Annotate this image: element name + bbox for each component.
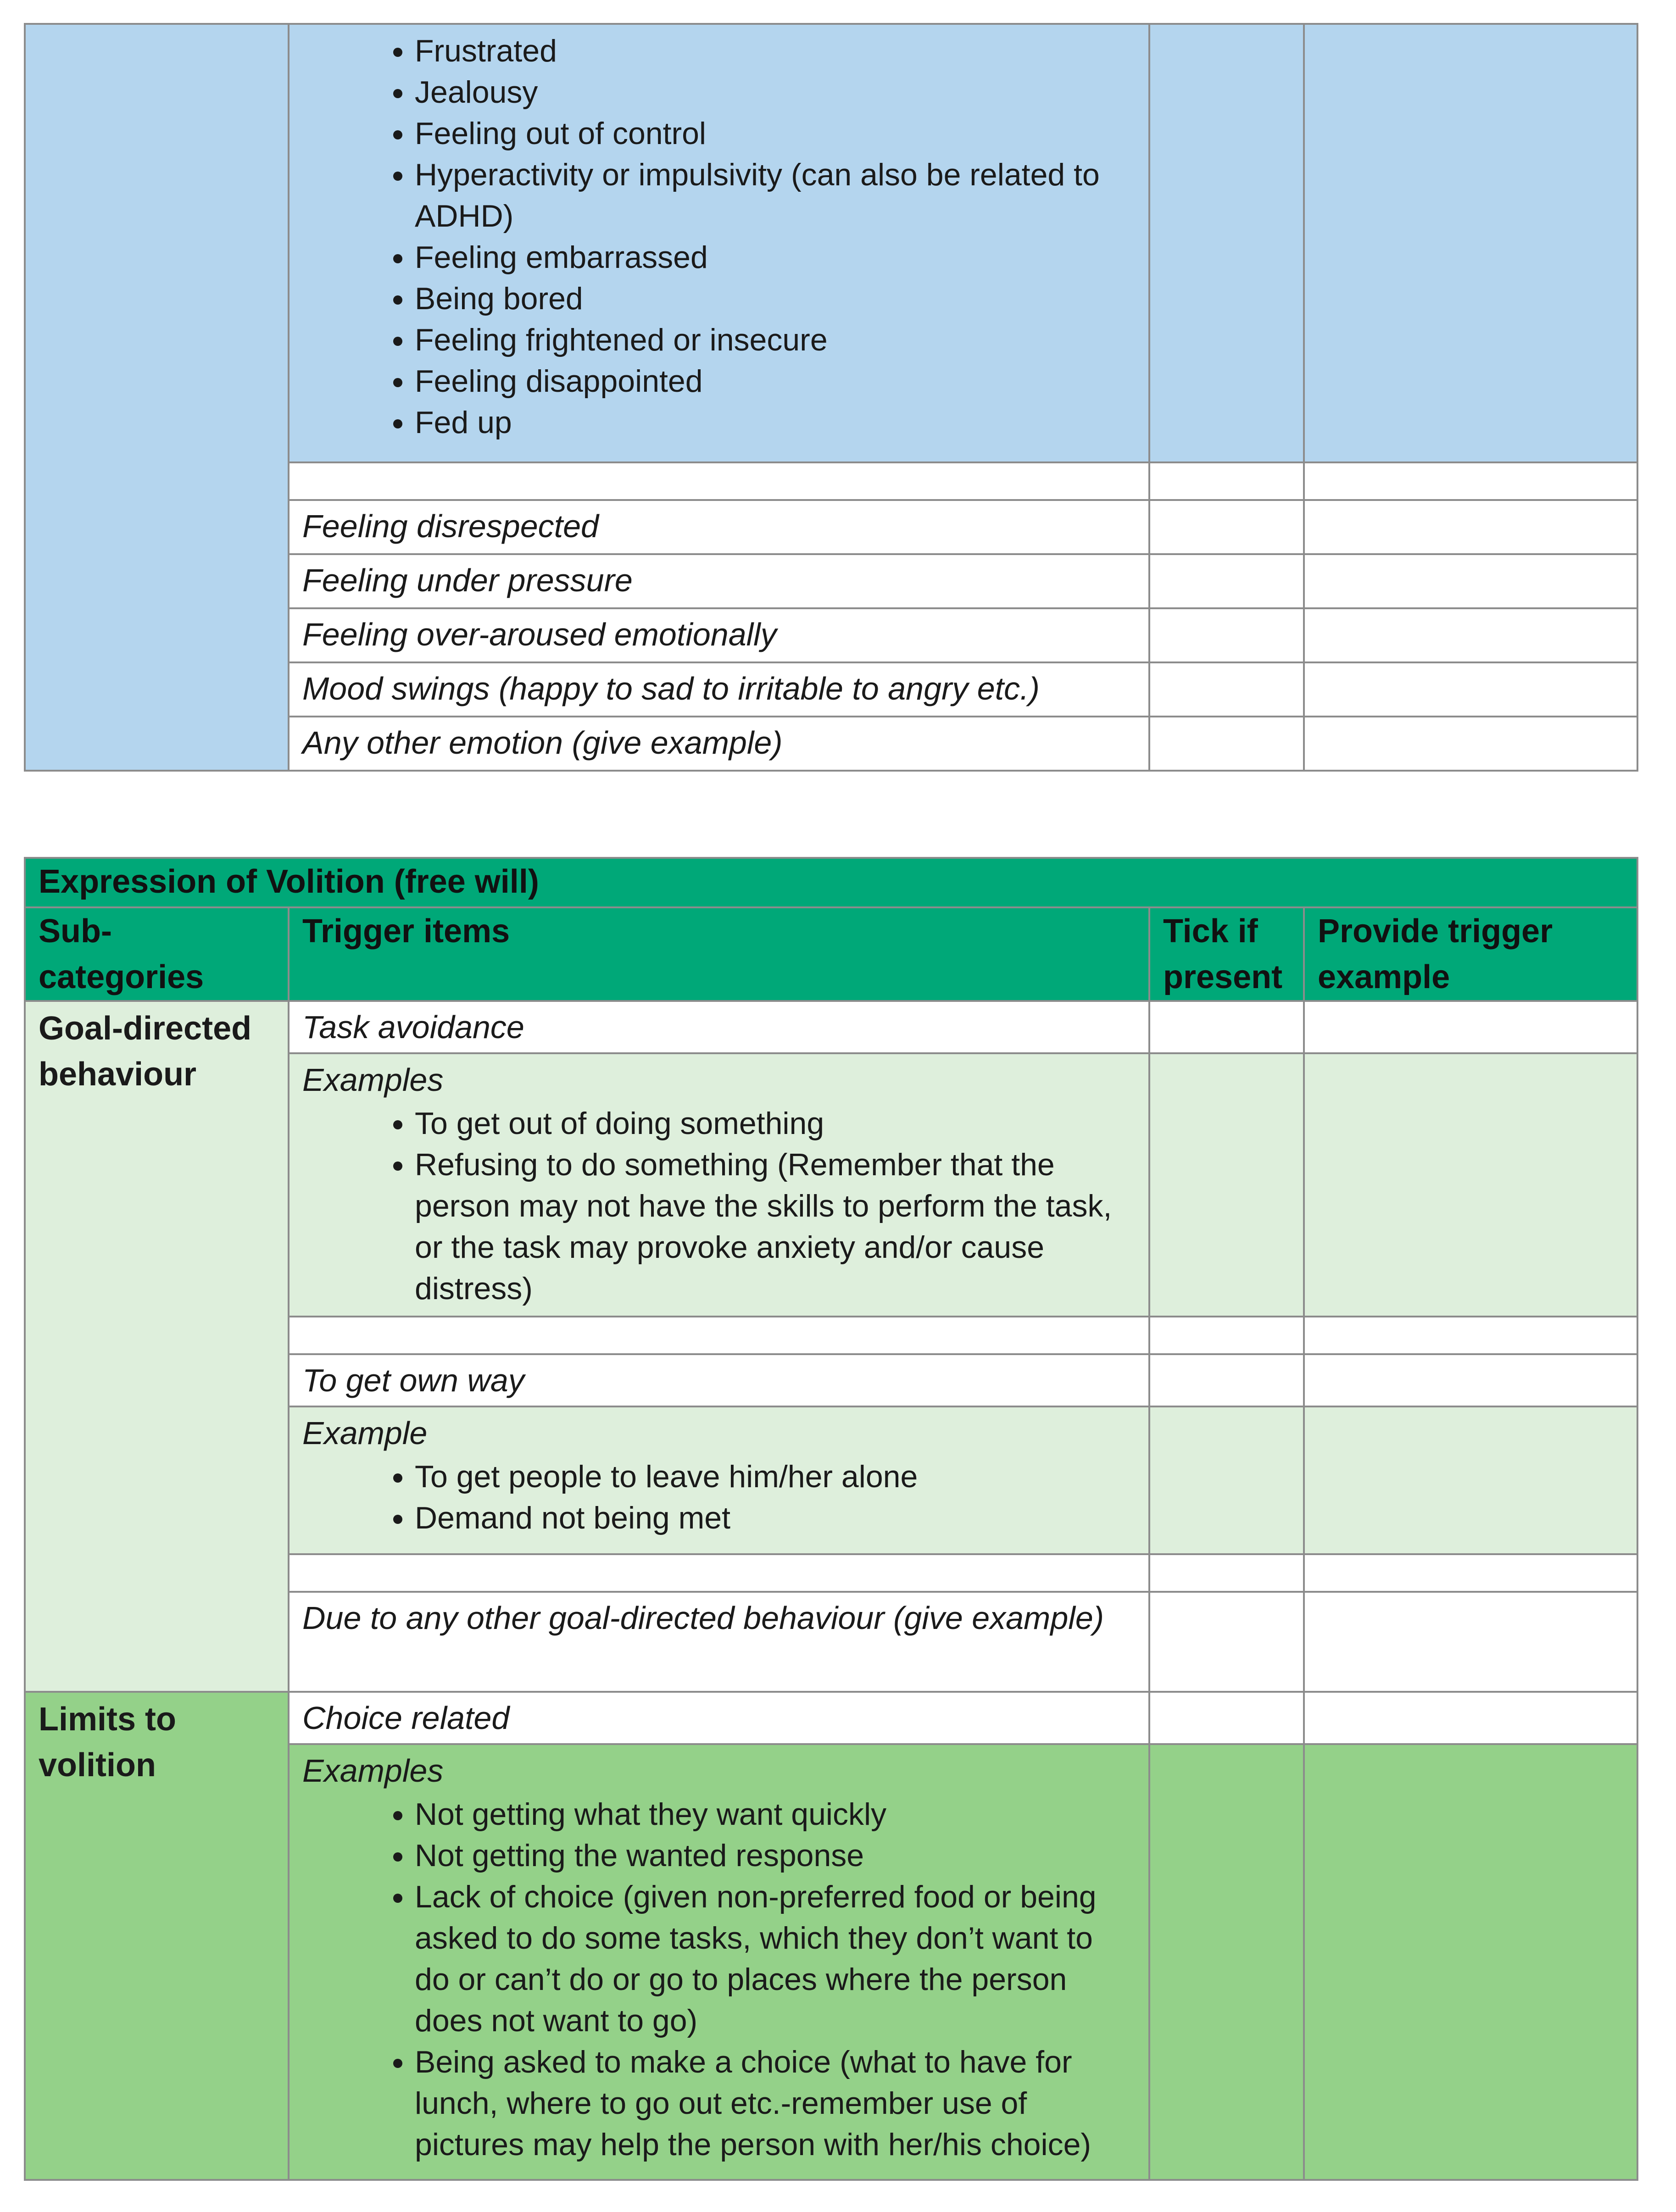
examples-list — [302, 1103, 1136, 1309]
tick-cell[interactable] — [1149, 462, 1304, 500]
trigger-item: Feeling under pressure — [289, 554, 1149, 608]
example-cell[interactable] — [1304, 500, 1637, 554]
trigger-item: To get own way — [289, 1354, 1149, 1406]
tick-cell[interactable] — [1149, 500, 1304, 554]
trigger-item: Due to any other goal-directed behaviour (give example) — [289, 1592, 1149, 1692]
list-item: • To get people to leave him/her alone — [415, 1456, 1136, 1497]
tick-cell[interactable] — [1149, 1592, 1304, 1692]
section-title: Expression of Volition (free will) — [25, 858, 1637, 907]
example-cell[interactable] — [1304, 1053, 1637, 1317]
tick-cell[interactable] — [1149, 1053, 1304, 1317]
trigger-item: Task avoidance — [289, 1001, 1149, 1053]
example-label: Example — [302, 1415, 428, 1451]
trigger-item: Feeling disrespected — [289, 500, 1149, 554]
example-cell[interactable] — [1304, 662, 1637, 717]
example-cell[interactable] — [1304, 608, 1637, 662]
volition-table — [24, 857, 1638, 2181]
list-item: • Lack of choice (given non-preferred food or being asked to do some tasks, which they don’t want to do or can’t do or go to places where the person does not want to go) — [415, 1876, 1136, 2041]
tick-cell[interactable] — [1149, 717, 1304, 771]
list-item: • Not getting the wanted response — [415, 1835, 1136, 1876]
trigger-item: Choice related — [289, 1692, 1149, 1744]
sub-category-cell — [25, 24, 289, 771]
list-item: • Jealousy — [415, 72, 1136, 113]
tick-cell[interactable] — [1149, 554, 1304, 608]
trigger-examples-cell — [289, 1744, 1149, 2180]
trigger-examples-cell — [289, 1406, 1149, 1554]
example-cell[interactable] — [1304, 1692, 1637, 1744]
example-cell[interactable] — [1304, 1592, 1637, 1692]
tick-cell[interactable] — [1149, 1554, 1304, 1592]
sub-category-goal-directed: Goal-directed behaviour — [25, 1001, 289, 1692]
spacer-cell — [289, 1317, 1149, 1354]
tick-cell[interactable] — [1149, 1354, 1304, 1406]
example-cell[interactable] — [1304, 24, 1637, 462]
example-cell[interactable] — [1304, 1406, 1637, 1554]
list-item: • Being bored — [415, 278, 1136, 319]
tick-cell[interactable] — [1149, 24, 1304, 462]
column-header-sub-categories: Sub-categories — [25, 907, 289, 1001]
example-cell[interactable] — [1304, 1317, 1637, 1354]
list-item: • To get out of doing something — [415, 1103, 1136, 1144]
trigger-item: Mood swings (happy to sad to irritable to angry etc.) — [289, 662, 1149, 717]
examples-label: Examples — [302, 1062, 444, 1098]
column-header-example: Provide trigger example — [1304, 907, 1637, 1001]
list-item: • Refusing to do something (Remember that the person may not have the skills to perform the task, or the task may provoke anxiety and/or cause distress) — [415, 1144, 1136, 1309]
column-header-tick: Tick if present — [1149, 907, 1304, 1001]
list-item: • Being asked to make a choice (what to have for lunch, where to go out etc.-remember use of pictures may help the person with her/his choice) — [415, 2041, 1136, 2165]
tick-cell[interactable] — [1149, 1692, 1304, 1744]
emotions-table — [24, 23, 1638, 772]
list-item: • Feeling out of control — [415, 113, 1136, 154]
spacer-cell — [289, 1554, 1149, 1592]
tick-cell[interactable] — [1149, 1317, 1304, 1354]
example-cell[interactable] — [1304, 1744, 1637, 2180]
list-item: • Feeling disappointed — [415, 361, 1136, 402]
list-item: • Demand not being met — [415, 1497, 1136, 1539]
column-header-trigger-items: Trigger items — [289, 907, 1149, 1001]
example-cell[interactable] — [1304, 1354, 1637, 1406]
examples-label: Examples — [302, 1753, 444, 1789]
spacer-cell — [289, 462, 1149, 500]
list-item: • Fed up — [415, 402, 1136, 443]
list-item: • Feeling frightened or insecure — [415, 319, 1136, 361]
tick-cell[interactable] — [1149, 1001, 1304, 1053]
tick-cell[interactable] — [1149, 1744, 1304, 2180]
list-item: • Feeling embarrassed — [415, 237, 1136, 278]
trigger-item: Any other emotion (give example) — [289, 717, 1149, 771]
tick-cell[interactable] — [1149, 608, 1304, 662]
emotion-bullet-cell — [289, 24, 1149, 462]
list-item: • Hyperactivity or impulsivity (can also be related to ADHD) — [415, 154, 1136, 237]
tick-cell[interactable] — [1149, 662, 1304, 717]
list-item: • Not getting what they want quickly — [415, 1794, 1136, 1835]
emotion-bullet-list — [302, 30, 1136, 443]
example-cell[interactable] — [1304, 462, 1637, 500]
examples-list — [302, 1456, 1136, 1539]
list-item: • Frustrated — [415, 30, 1136, 72]
example-cell[interactable] — [1304, 554, 1637, 608]
example-cell[interactable] — [1304, 1554, 1637, 1592]
sub-category-limits: Limits to volition — [25, 1692, 289, 2180]
trigger-examples-cell — [289, 1053, 1149, 1317]
example-cell[interactable] — [1304, 1001, 1637, 1053]
tick-cell[interactable] — [1149, 1406, 1304, 1554]
example-cell[interactable] — [1304, 717, 1637, 771]
trigger-item: Feeling over-aroused emotionally — [289, 608, 1149, 662]
examples-list — [302, 1794, 1136, 2165]
